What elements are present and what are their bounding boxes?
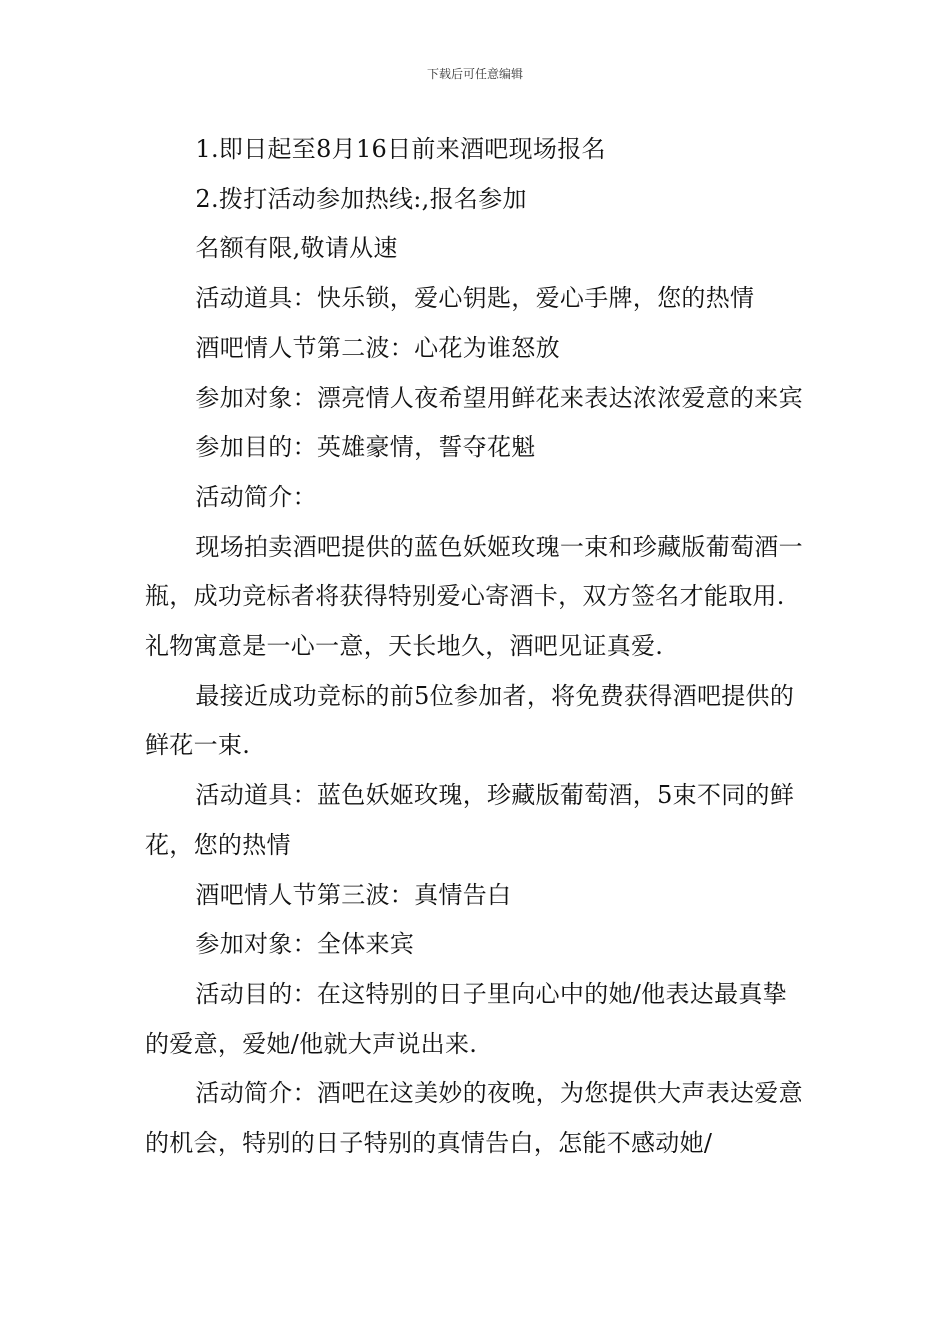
paragraph-10: 最接近成功竞标的前5位参加者，将免费获得酒吧提供的鲜花一束. [145,681,795,760]
paragraph-13: 参加对象：全体来宾 [195,930,415,959]
paragraph-8: 活动简介： [195,482,317,511]
document-body [145,125,807,1169]
paragraph-7: 参加目的：英雄豪情，誓夺花魁 [195,433,536,462]
paragraph-12: 酒吧情人节第三波：真情告白 [195,880,512,909]
paragraph-14: 活动目的：在这特别的日子里向心中的她/他表达最真挚的爱意，爱她/他就大声说出来. [145,979,787,1058]
paragraph-3: 名额有限,敬请从速 [195,234,398,263]
page-header-note: 下载后可任意编辑 [426,67,523,81]
paragraph-4: 活动道具：快乐锁，爱心钥匙，爱心手牌，您的热情 [195,284,755,313]
paragraph-2: 2.拨打活动参加热线:,报名参加 [195,184,527,213]
paragraph-6: 参加对象：漂亮情人夜希望用鲜花来表达浓浓爱意的来宾 [195,383,803,412]
paragraph-9: 现场拍卖酒吧提供的蓝色妖姬玫瑰一束和珍藏版葡萄酒一瓶，成功竞标者将获得特别爱心寄酒卡，双方签名才能取用.礼物寓意是一心一意，天长地久，酒吧见证真爱. [145,532,803,661]
paragraph-11: 活动道具：蓝色妖姬玫瑰，珍藏版葡萄酒，5束不同的鲜花，您的热情 [145,781,795,859]
paragraph-5: 酒吧情人节第二波：心花为谁怒放 [195,333,560,362]
paragraph-1: 1.即日起至8月16日前来酒吧现场报名 [195,135,606,163]
paragraph-15: 活动简介：酒吧在这美妙的夜晚，为您提供大声表达爱意的机会，特别的日子特别的真情告白，怎能不感动她/ [145,1079,803,1158]
